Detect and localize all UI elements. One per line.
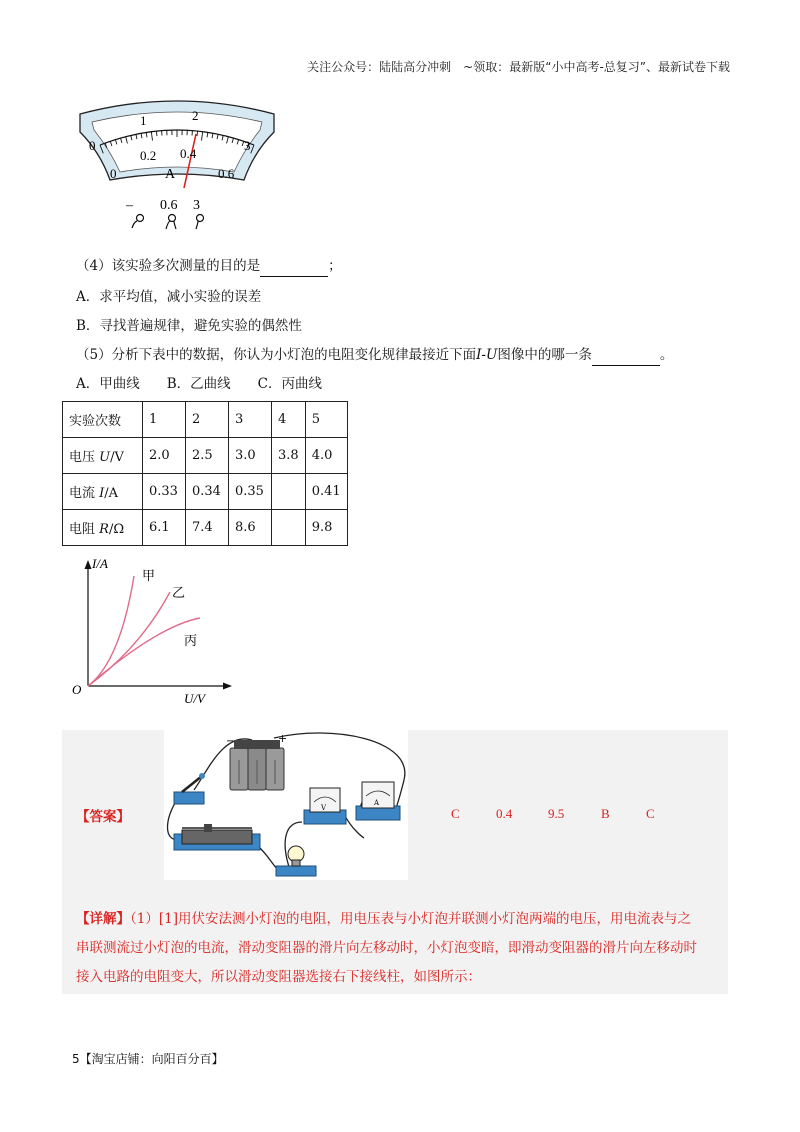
top-scale-2: 2 bbox=[192, 108, 199, 123]
table-row bbox=[63, 510, 348, 546]
y-axis-label: I/A bbox=[92, 556, 108, 571]
page-header: 关注公众号：陆陆高分冲刺 ~领取：最新版“小中高考-总复习”、最新试卷下载 bbox=[307, 60, 730, 74]
curve-yi bbox=[88, 592, 170, 686]
curve-jia bbox=[88, 576, 134, 686]
terminal-06-label: 0.6 bbox=[160, 198, 178, 213]
curve-label-yi: 乙 bbox=[172, 586, 186, 601]
table-cell: 3.8 bbox=[272, 438, 306, 474]
detail-line-2: 串联测流过小灯泡的电流，滑动变阻器的滑片向左移动时，小灯泡变暗，即滑动变阻器的滑片向左移动时 bbox=[76, 940, 697, 956]
terminal-minus-label: – bbox=[126, 198, 133, 213]
table-cell: 0.35 bbox=[229, 474, 272, 510]
terminal-minus bbox=[137, 215, 144, 222]
table-cell: 3.0 bbox=[229, 438, 272, 474]
q4-option-a: A．求平均值，减小实验的误差 bbox=[76, 289, 262, 305]
curve-label-jia: 甲 bbox=[142, 569, 156, 584]
top-scale-3: 3 bbox=[244, 138, 251, 153]
bottom-scale-0: 0 bbox=[110, 166, 117, 181]
battery-minus: − bbox=[226, 736, 235, 747]
row-label: 电流 I/A bbox=[63, 474, 143, 510]
curve-label-bing: 丙 bbox=[184, 634, 198, 649]
table-cell: 7.4 bbox=[186, 510, 229, 546]
table-cell: 0.33 bbox=[143, 474, 186, 510]
rheostat-icon bbox=[174, 824, 260, 850]
terminal-3-label: 3 bbox=[193, 198, 200, 213]
table-cell: 5 bbox=[305, 402, 347, 438]
table-header-row bbox=[63, 402, 348, 438]
table-cell: 9.8 bbox=[305, 510, 347, 546]
table-cell: 2.0 bbox=[143, 438, 186, 474]
answer-value-4: B bbox=[601, 806, 610, 821]
detail-line-1: 【详解】（1）[1]用伏安法测小灯泡的电阻，用电压表与小灯泡并联测小灯泡两端的电压，用电流表与之 bbox=[76, 911, 691, 927]
answer-value-2: 0.4 bbox=[496, 806, 513, 821]
ammeter-figure bbox=[72, 92, 282, 232]
answer-value-1: C bbox=[451, 806, 460, 821]
q4-question bbox=[76, 256, 342, 277]
detail-line-3: 接入电路的电阻变大，所以滑动变阻器选接右下接线柱，如图所示： bbox=[76, 969, 481, 985]
answer-value-3: 9.5 bbox=[548, 806, 565, 821]
meter-tick bbox=[197, 131, 198, 136]
meter-unit: A bbox=[165, 167, 176, 182]
data-table bbox=[62, 401, 348, 546]
table-cell: 6.1 bbox=[143, 510, 186, 546]
table-cell: 2 bbox=[186, 402, 229, 438]
table-cell: 4 bbox=[272, 402, 306, 438]
top-scale-0: 0 bbox=[89, 138, 96, 153]
table-cell: 2.5 bbox=[186, 438, 229, 474]
battery-icon bbox=[230, 740, 284, 790]
answer-label: 【答案】 bbox=[76, 809, 130, 825]
q5-text-before: （5）分析下表中的数据，你认为小灯泡的电阻变化规律最接近下面 bbox=[76, 347, 477, 363]
table-row bbox=[63, 438, 348, 474]
svg-text:V: V bbox=[321, 804, 327, 812]
q4-option-b: B．寻找普遍规律，避免实验的偶然性 bbox=[76, 318, 302, 334]
terminal-3 bbox=[197, 215, 204, 222]
table-cell: 3 bbox=[229, 402, 272, 438]
ammeter-icon bbox=[356, 782, 400, 820]
circuit-diagram bbox=[164, 730, 408, 880]
battery-plus: + bbox=[278, 732, 288, 745]
row-label: 电阻 R/Ω bbox=[63, 510, 143, 546]
q5-iu: I-U bbox=[476, 347, 498, 363]
origin-label: O bbox=[72, 682, 82, 697]
svg-text:A: A bbox=[374, 799, 380, 807]
x-axis-label: U/V bbox=[184, 691, 205, 706]
row-label: 电压 U/V bbox=[63, 438, 143, 474]
q5-question bbox=[76, 345, 673, 366]
q5-answer-blank bbox=[592, 345, 660, 366]
table-row bbox=[63, 474, 348, 510]
table-cell: 8.6 bbox=[229, 510, 272, 546]
voltmeter-icon bbox=[304, 788, 346, 824]
bulb-icon bbox=[276, 846, 316, 876]
iu-graph bbox=[68, 552, 238, 712]
x-axis-arrow bbox=[223, 683, 232, 690]
table-cell: 4.0 bbox=[305, 438, 347, 474]
page-footer: 5【淘宝店铺：向阳百分百】 bbox=[72, 1052, 224, 1066]
table-cell: 0.34 bbox=[186, 474, 229, 510]
meter-tick bbox=[156, 131, 157, 136]
top-scale-1: 1 bbox=[140, 113, 147, 128]
q4-answer-blank bbox=[260, 256, 328, 277]
table-cell bbox=[272, 474, 306, 510]
q5-options: A．甲曲线 B．乙曲线 C．丙曲线 bbox=[76, 376, 322, 392]
q5-text-after: 图像中的哪一条 bbox=[497, 347, 592, 363]
q4-end: ； bbox=[328, 258, 342, 274]
terminal-06 bbox=[169, 215, 176, 222]
bottom-scale-1: 0.2 bbox=[140, 148, 157, 163]
table-cell: 1 bbox=[143, 402, 186, 438]
q4-text: （4）该实验多次测量的目的是 bbox=[76, 258, 261, 274]
table-cell: 实验次数 bbox=[63, 402, 143, 438]
y-axis-arrow bbox=[85, 560, 92, 569]
bottom-scale-3: 0.6 bbox=[218, 166, 235, 181]
bottom-scale-2: 0.4 bbox=[180, 146, 197, 161]
detail-label: 【详解】 bbox=[76, 911, 130, 927]
table-cell bbox=[272, 510, 306, 546]
q5-end: 。 bbox=[659, 347, 674, 363]
curve-bing bbox=[88, 618, 200, 686]
table-cell: 0.41 bbox=[305, 474, 347, 510]
switch-icon bbox=[174, 773, 205, 804]
answer-value-5: C bbox=[646, 806, 655, 821]
